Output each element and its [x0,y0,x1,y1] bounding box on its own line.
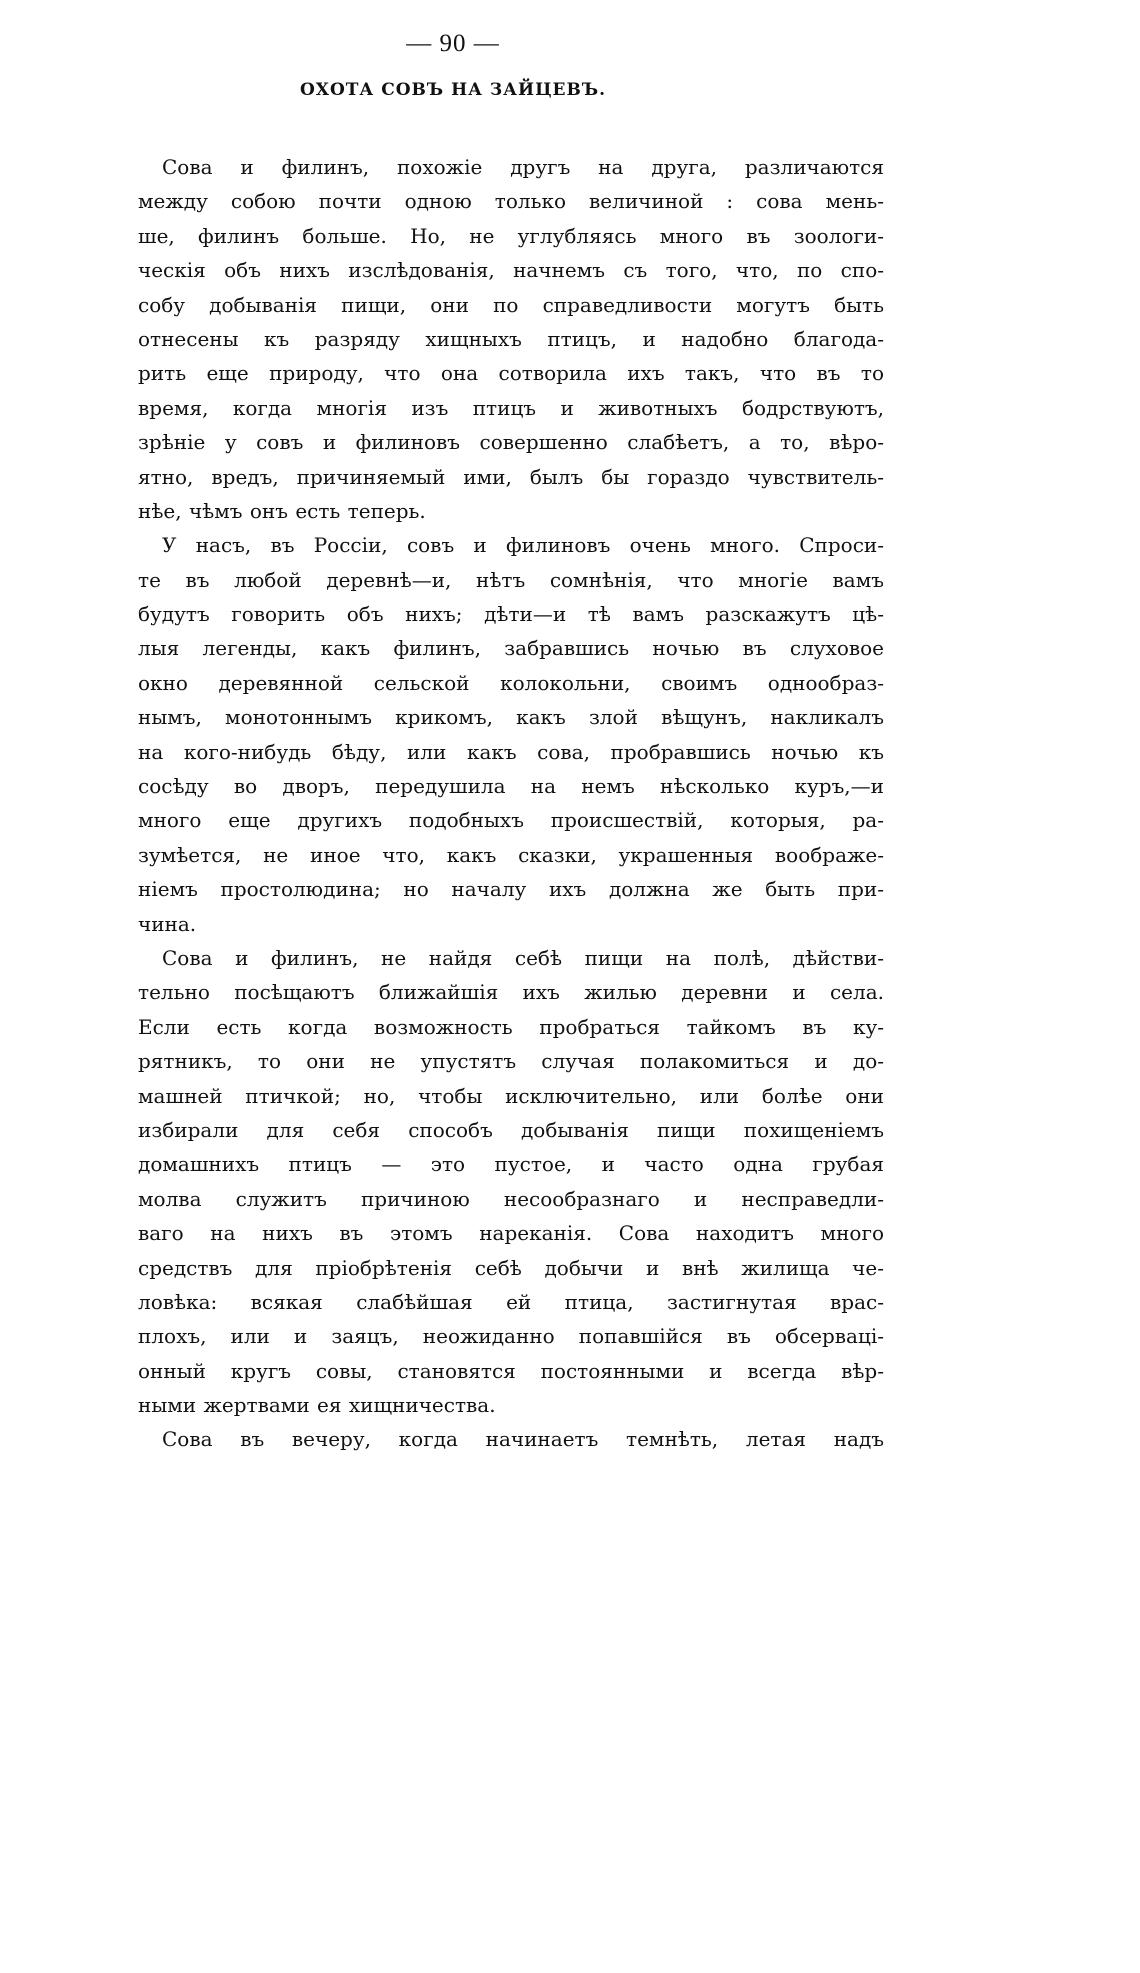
paragraph [138,150,884,528]
text-line: Сова въ вечеру, когда начинаетъ темнѣть, летая надъ [162,1427,884,1452]
text-line: нѣе, чѣмъ онъ есть теперь. [138,498,426,523]
text-line: зумѣется, не иное что, какъ сказки, украшенныя воображе- [138,842,884,867]
text-line: ше, филинъ больше. Но, не углубляясь много въ зоологи- [138,223,884,248]
text-line: будутъ говорить объ нихъ; дѣти—и тѣ вамъ разскажутъ цѣ- [138,602,884,627]
text-line: ятно, вредъ, причиняемый ими, былъ бы гораздо чувствитель- [138,464,884,489]
text-line: сосѣду во дворъ, передушила на немъ нѣсколько куръ,—и [138,774,884,799]
text-line: чина. [138,911,197,936]
text-line: тельно посѣщаютъ ближайшія ихъ жилью деревни и села. [138,980,884,1005]
chapter-title: ОХОТА СОВЪ НА ЗАЙЦЕВЪ. [299,80,607,100]
text-line: нымъ, монотоннымъ крикомъ, какъ злой вѣщунъ, накликалъ [138,705,884,730]
text-line: ными жертвами ея хищничества. [138,1393,496,1418]
text-line: на кого-нибудь бѣду, или какъ сова, пробравшись ночью къ [138,739,884,764]
text-line: зрѣніе у совъ и филиновъ совершенно слабѣетъ, а то, вѣро- [138,430,884,455]
text-line: те въ любой деревнѣ—и, нѣтъ сомнѣнія, что многіе вамъ [138,567,884,592]
text-line: Сова и филинъ, похожіе другъ на друга, различаются [162,155,884,179]
text-line: ловѣка: всякая слабѣйшая ей птица, застигнутая врас- [138,1289,884,1314]
text-line: окно деревянной сельской колокольни, своимъ однообраз- [138,670,884,695]
text-line: ніемъ простолюдина; но началу ихъ должна же быть при- [138,877,884,902]
text-line: машней птичкой; но, чтобы исключительно, или болѣе они [138,1083,884,1108]
text-line: онный кругъ совы, становятся постоянными и всегда вѣр- [138,1358,884,1383]
text-line: избирали для себя способъ добыванія пищи похищеніемъ [138,1117,884,1142]
text-line: Сова и филинъ, не найдя себѣ пищи на полѣ, дѣйстви- [162,945,884,970]
text-line: У насъ, въ Россіи, совъ и филиновъ очень много. Спроси- [162,533,884,558]
text-line: плохъ, или и заяцъ, неожиданно попавшійся въ обсерваці- [138,1324,884,1349]
body-text [138,150,884,1457]
text-line: много еще другихъ подобныхъ происшествій, которыя, ра- [138,808,884,833]
paragraph [138,528,884,941]
paragraph [138,1422,884,1456]
text-line: ческія объ нихъ изслѣдованія, начнемъ съ того, что, по спо- [138,258,884,283]
page-number: — 90 — [406,30,500,57]
text-line: отнесены къ разряду хищныхъ птицъ, и надобно благода- [138,326,884,351]
text-line: рить еще природу, что она сотворила ихъ такъ, что въ то [138,361,884,386]
text-line: ваго на нихъ въ этомъ нареканія. Сова находитъ много [138,1221,884,1246]
paragraph [138,941,884,1422]
text-line: домашнихъ птицъ — это пустое, и часто одна грубая [138,1152,884,1177]
text-line: собу добыванія пищи, они по справедливости могутъ быть [138,292,884,317]
text-line: между собою почти одною только величиной : сова мень- [138,189,884,214]
text-line: средствъ для пріобрѣтенія себѣ добычи и внѣ жилища че- [138,1255,884,1280]
text-line: молва служитъ причиною несообразнаго и несправедли- [138,1186,884,1211]
text-line: Если есть когда возможность пробраться тайкомъ въ ку- [138,1014,884,1039]
text-line: лыя легенды, какъ филинъ, забравшись ночью въ слуховое [138,636,884,661]
text-line: рятникъ, то они не упустятъ случая полакомиться и до- [138,1049,884,1074]
text-line: время, когда многія изъ птицъ и животныхъ бодрствуютъ, [138,395,884,420]
